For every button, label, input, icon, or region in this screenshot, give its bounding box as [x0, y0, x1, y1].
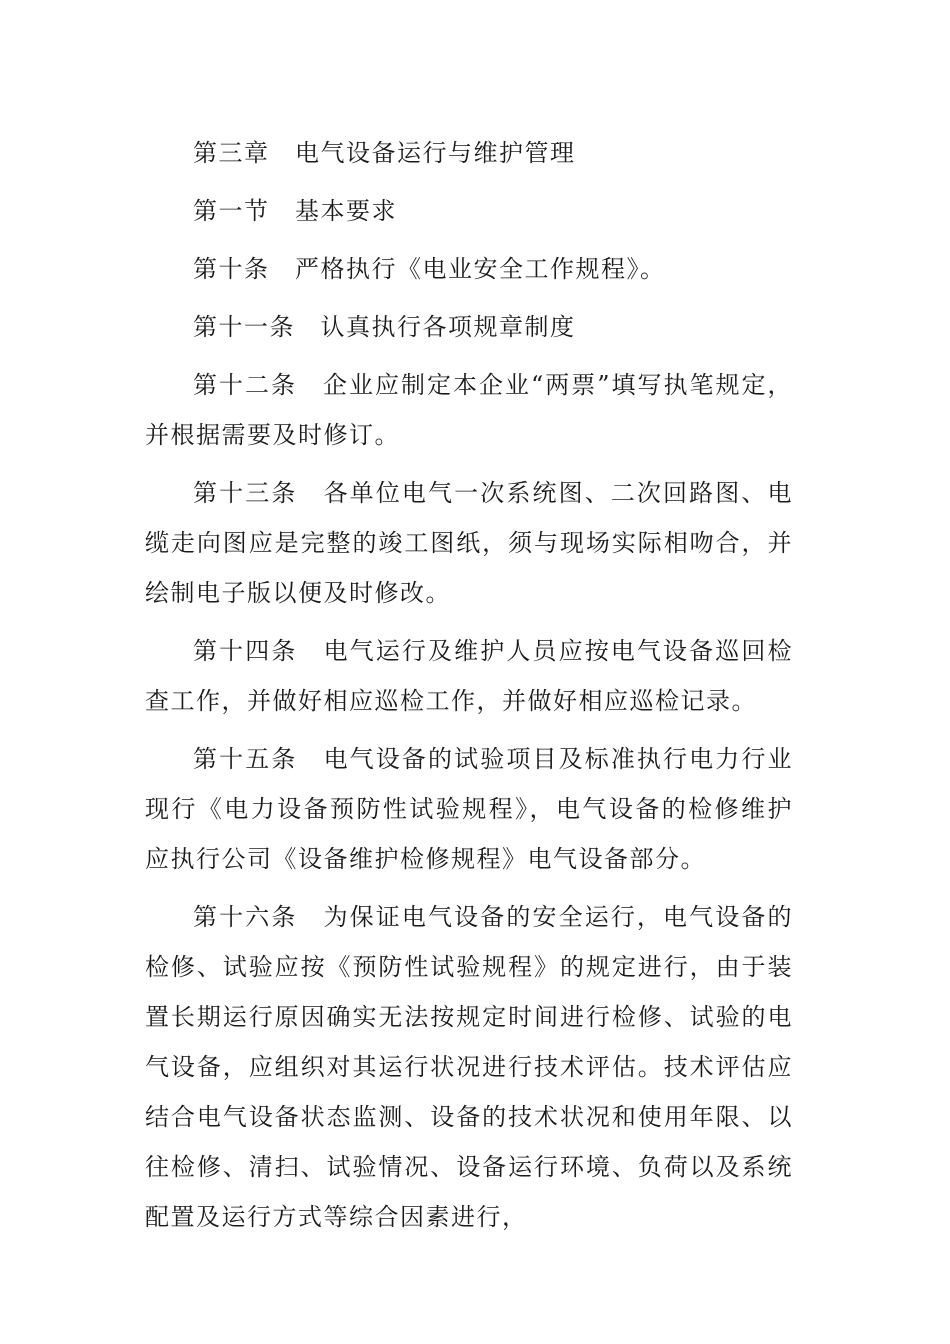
article-11: 第十一条 认真执行各项规章制度	[193, 313, 576, 341]
document-body	[145, 128, 793, 1250]
article-12: 第十二条 企业应制定本企业“两票”填写执笔规定，并根据需要及时修订。	[145, 371, 793, 449]
article-15: 第十五条 电气设备的试验项目及标准执行电力行业现行《电力设备预防性试验规程》，电气设备的检修维护应执行公司《设备维护检修规程》电气设备部分。	[145, 745, 793, 873]
section-heading: 第一节 基本要求	[193, 197, 397, 225]
article-10: 第十条 严格执行《电业安全工作规程》。	[193, 255, 666, 283]
article-14: 第十四条 电气运行及维护人员应按电气设备巡回检查工作，并做好相应巡检工作，并做好相应巡检记录。	[145, 637, 793, 715]
article-13: 第十三条 各单位电气一次系统图、二次回路图、电缆走向图应是完整的竣工图纸，须与现场实际相吻合，并绘制电子版以便及时修改。	[145, 479, 793, 607]
article-16: 第十六条 为保证电气设备的安全运行，电气设备的检修、试验应按《预防性试验规程》的规定进行，由于装置长期运行原因确实无法按规定时间进行检修、试验的电气设备，应组织对其运行状况进行技术评估。技术评估应结合电气设备状态监测、设备的技术状况和使用年限、以往检修、清扫、试验情况、设备运行环境、负荷以及系统配置及运行方式等综合因素进行，	[145, 903, 793, 1231]
chapter-heading: 第三章 电气设备运行与维护管理	[193, 139, 576, 167]
